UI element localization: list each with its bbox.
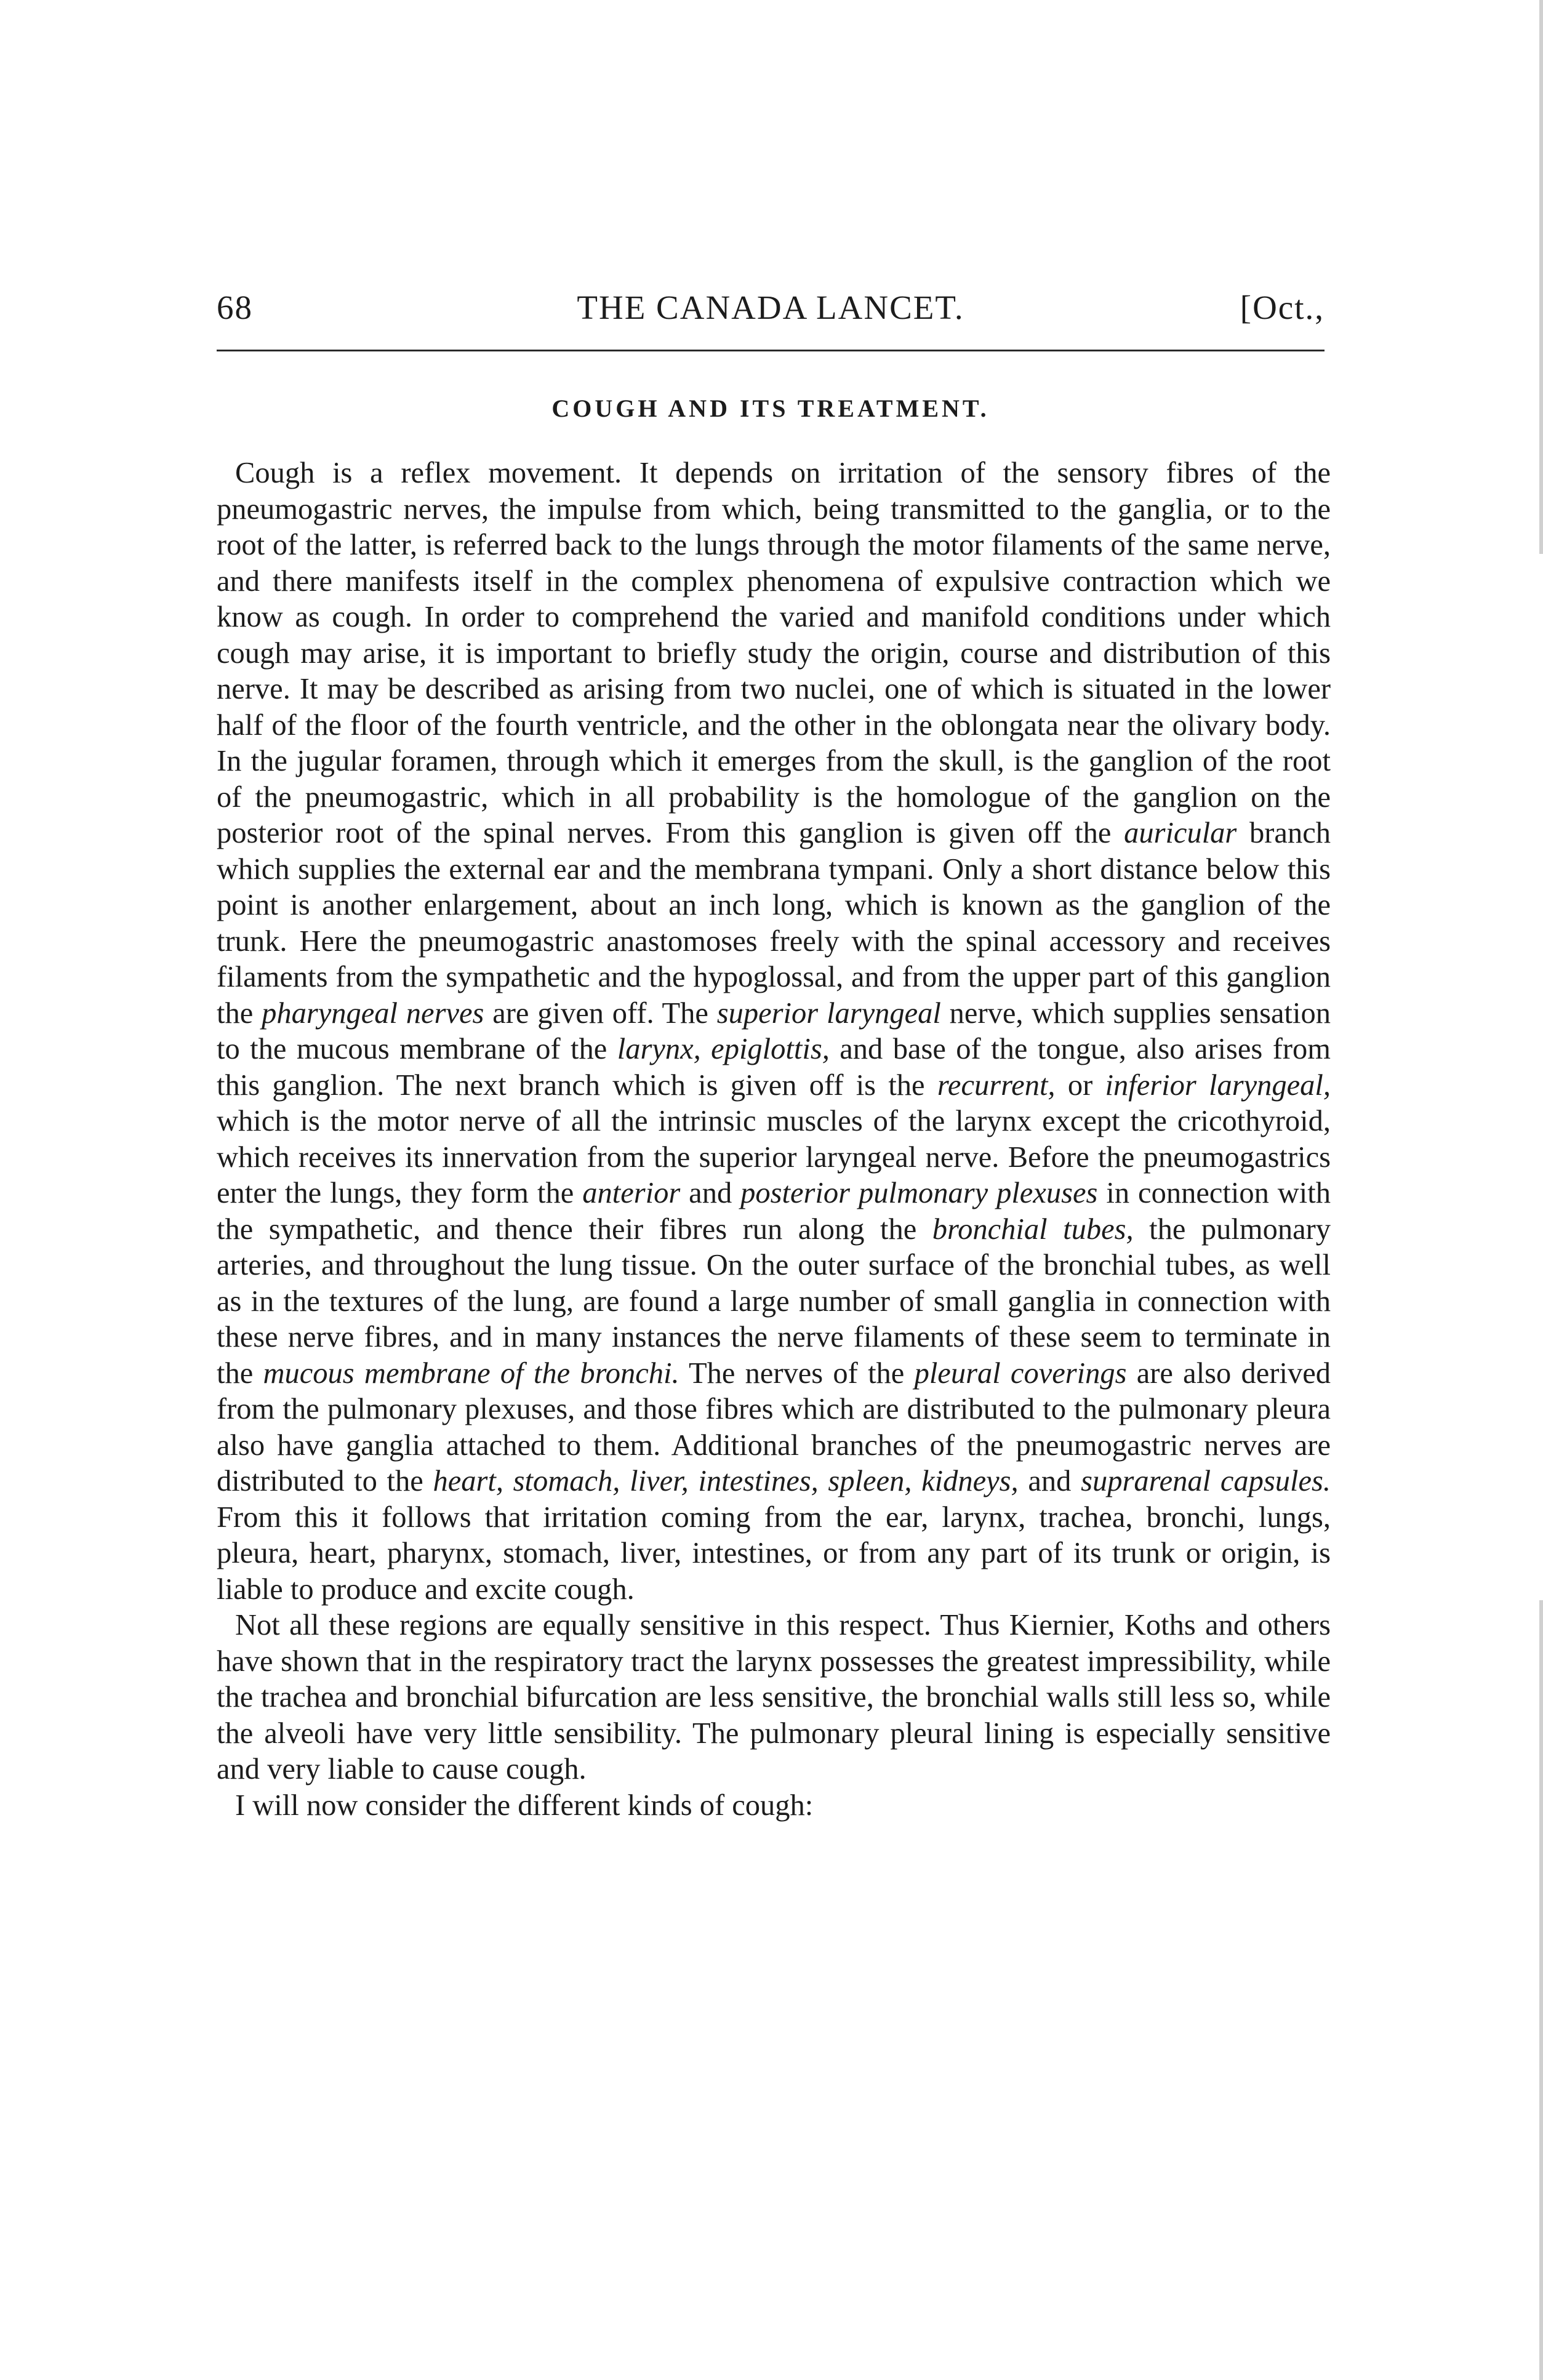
text-run: the pulmonary arteries, and throughout the lung tissue. On the outer surface of the bronchial tubes, as well as in the textures of the lung, are found a large number of small ganglia in connection with these nerve fibres, and in many instances the nerve filaments of these seem to terminate in the [217,1212,1331,1390]
text-run: or [1055,1068,1105,1102]
text-run: From this it follows that irritation coming from the ear, larynx, trachea, bronchi, lungs, pleura, heart, pharynx, stomach, liver, intestines, or from any part of its trunk or origin, is liable to produce and excite cough. [217,1501,1331,1606]
text-run: which is the motor nerve of all the intrinsic muscles of the larynx except the cricothyroid, which receives its innervation from the superior laryngeal nerve. Before the pneumogastrics enter the lungs, they form the [217,1105,1331,1209]
header-rule [217,350,1325,351]
text-run: and base of the tongue, also arises from this ganglion. The next branch which is given off is the [217,1033,1331,1102]
text-run: The nerves of the [679,1356,915,1390]
italic-run: anterior [582,1177,681,1209]
paragraph [217,1608,1331,1788]
italic-run: posterior pulmonary plexuses [740,1177,1098,1209]
paragraph [217,1788,1331,1824]
article-body [217,455,1331,1824]
scan-edge-mark [1539,0,1543,554]
text-run: are also derived from the pulmonary plexuses, and those fibres which are distributed to the pulmonary pleura also have ganglia attached to them. Additional branches of the pneumogastric nerves are distributed to the [217,1356,1331,1497]
text-run: branch which supplies the external ear and the membrana tympani. Only a short distance below this point is another enlargement, about an inch long, which is known as the ganglion of the trunk. Here the pneumogastric anastomoses freely with the spinal accessory and receives filaments from the sympathetic and the hypoglossal, and from the upper part of this ganglion the [217,817,1331,1030]
italic-run: larynx, epiglottis, [617,1033,830,1065]
italic-run: pharyngeal nerves [262,996,484,1030]
scan-edge-mark [1539,1600,1543,2380]
text-run: I will now consider the different kinds of cough: [235,1789,814,1822]
header-month: [Oct., [1240,289,1325,326]
text-run: and [1018,1465,1081,1497]
italic-run: mucous membrane of the bronchi. [263,1356,679,1390]
paragraph [217,455,1331,1608]
italic-run: inferior laryngeal, [1105,1068,1331,1102]
italic-run: suprarenal capsules. [1081,1465,1331,1497]
text-run: nerve, which supplies sensation to the mucous membrane of the [217,996,1331,1065]
text-run: and [680,1177,741,1209]
italic-run: pleural coverings [914,1356,1127,1390]
italic-run: heart, stomach, liver, intestines, spleen, kidneys, [433,1465,1019,1497]
italic-run: recurrent, [937,1068,1056,1102]
text-run: Cough is a reflex movement. It depends on irritation of the sensory fibres of the pneumogastric nerves, the impulse from which, being transmitted to the ganglia, or to the root of the latter, is referred back to the lungs through the motor filaments of the same nerve, and there manifests itself in the complex phenomena of expulsive contraction which we know as cough. In order to comprehend the varied and manifold conditions under which cough may arise, it is important to briefly study the origin, course and distribution of this nerve. It may be described as arising from two nuclei, one of which is situated in the lower half of the floor of the fourth ventricle, and the other in the oblongata near the olivary body. In the jugular foramen, through which it emerges from the skull, is the ganglion of the root of the pneumogastric, which in all probability is the homologue of the ganglion on the posterior root of the spinal nerves. From this ganglion is given off the [217,457,1331,849]
article-title: COUGH AND ITS TREATMENT. [551,395,990,422]
italic-run: auricular [1124,817,1237,849]
journal-title: THE CANADA LANCET. [577,289,964,326]
page-number: 68 [217,289,253,326]
italic-run: bronchial tubes, [932,1212,1134,1246]
italic-run: superior laryngeal [716,996,941,1030]
text-run: Not all these regions are equally sensitive in this respect. Thus Kiernier, Koths and others have shown that in the respiratory tract the larynx possesses the greatest impressibility, while the trachea and bronchial bifurcation are less sensitive, the bronchial walls still less so, while the alveoli have very little sensibility. The pulmonary pleural lining is especially sensitive and very liable to cause cough. [217,1609,1331,1785]
running-header [217,271,1325,332]
text-run: in connection with the sympathetic, and thence their fibres run along the [217,1177,1331,1246]
text-run: are given off. The [484,996,717,1030]
